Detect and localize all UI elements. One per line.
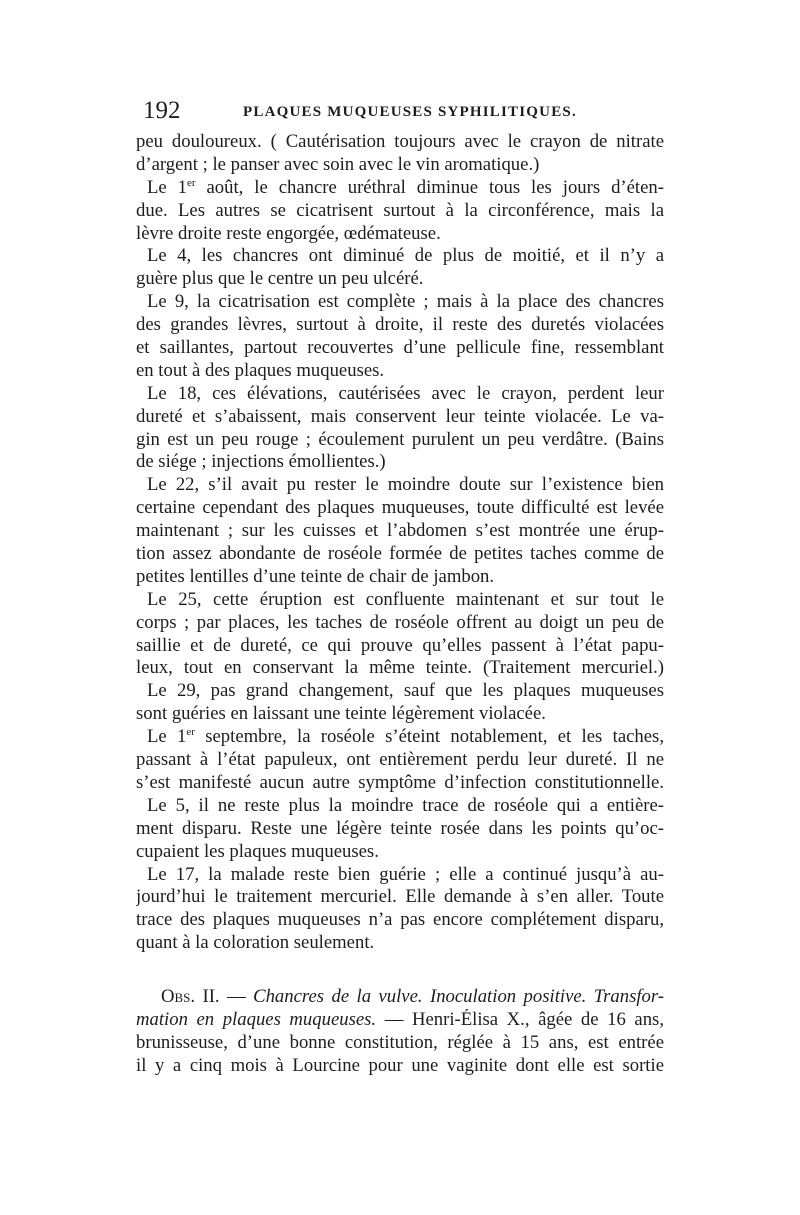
text-line: guère plus que le centre un peu ulcéré.: [136, 268, 424, 290]
text-line: certaine cependant des plaques muqueuses, toute difficulté est levée: [136, 497, 664, 519]
observation-title-part-1: Chancres de la vulve. Inoculation positive. Transfor-: [253, 986, 664, 1008]
text-line: s’est manifesté aucun autre symptôme d’infection constitutionnelle.: [136, 771, 664, 793]
ordinal-superscript: er: [187, 176, 196, 189]
text-line: saillie et de dureté, ce qui prouve qu’elles passent à l’état papu-: [136, 634, 664, 656]
text-line: [136, 177, 664, 200]
text-line: [136, 726, 664, 749]
text-line: Le 4, les chancres ont diminué de plus de moitié, et il n’y a: [147, 245, 664, 267]
text-line-start: Le 1: [147, 176, 187, 198]
text-line: leux, tout en conservant la même teinte. (Traitement mercuriel.): [136, 657, 664, 679]
text-line: sont guéries en laissant une teinte légèrement violacée.: [136, 703, 546, 725]
page-number: 192: [143, 97, 181, 124]
text-line: quant à la coloration seulement.: [136, 932, 375, 954]
text-line: Le 18, ces élévations, cautérisées avec le crayon, perdent leur: [147, 382, 664, 404]
text-line: peu douloureux. ( Cautérisation toujours avec le crayon de nitrate: [136, 131, 664, 152]
text-line: cupaient les plaques muqueuses.: [136, 840, 379, 862]
text-line: dureté et s’abaissent, mais conservent leur teinte violacée. Le va-: [136, 405, 664, 427]
observation-heading-line: [136, 986, 664, 1009]
text-line: tion assez abondante de roséole formée de petites taches comme de: [136, 543, 664, 565]
text-line: Le 29, pas grand changement, sauf que les plaques muqueuses: [147, 680, 664, 702]
text-line: gin est un peu rouge ; écoulement purulent un peu verdâtre. (Bains: [136, 428, 664, 450]
text-line: Le 9, la cicatrisation est complète ; mais à la place des chancres: [147, 291, 664, 313]
observation-line-3: brunisseuse, d’une bonne constitution, réglée à 15 ans, est entrée: [136, 1031, 664, 1053]
text-line-start: Le 1: [147, 726, 187, 748]
running-head: PLAQUES MUQUEUSES SYPHILITIQUES.: [243, 104, 577, 120]
observation-dash: —: [219, 986, 254, 1008]
text-line: corps ; par places, les taches de roséole offrent au doigt un peu de: [136, 611, 664, 633]
text-line: Le 17, la malade reste bien guérie ; elle a continué jusqu’à au-: [147, 863, 664, 885]
text-line-rest: août, le chancre uréthral diminue tous les jours d’éten-: [195, 176, 664, 198]
text-line: d’argent ; le panser avec soin avec le vin aromatique.): [136, 153, 540, 175]
text-line: et saillantes, partout recouvertes d’une pellicule fine, ressemblant: [136, 337, 664, 359]
text-line: ment disparu. Reste une légère teinte rosée dans les points qu’oc-: [136, 817, 664, 839]
text-line: trace des plaques muqueuses n’a pas encore complétement disparu,: [136, 909, 664, 931]
section-spacer: [136, 955, 664, 986]
text-line: de siége ; injections émollientes.): [136, 451, 386, 473]
observation-line-4: il y a cinq mois à Lourcine pour une vaginite dont elle est sortie: [136, 1054, 664, 1076]
text-line: Le 25, cette éruption est confluente maintenant et sur tout le: [147, 588, 664, 610]
observation-title-part-2: mation en plaques muqueuses.: [136, 1008, 377, 1030]
paragraph-lines: [136, 131, 664, 955]
text-line: maintenant ; sur les cuisses et l’abdomen s’est montrée une érup-: [136, 520, 664, 542]
text-line: Le 22, s’il avait pu rester le moindre doute sur l’existence bien: [147, 474, 664, 496]
ordinal-superscript: er: [186, 726, 195, 738]
text-line-rest: septembre, la roséole s’éteint notablement, et les taches,: [194, 726, 664, 748]
observation-title-line: [136, 1009, 664, 1032]
text-line: passant à l’état papuleux, ont entièrement perdu leur dureté. Il ne: [136, 749, 664, 771]
text-line: des grandes lèvres, surtout à droite, il reste des duretés violacées: [136, 314, 664, 336]
text-line: due. Les autres se cicatrisent surtout à la circonférence, mais la: [136, 199, 664, 221]
text-line: petites lentilles d’une teinte de chair de jambon.: [136, 565, 495, 587]
observation-patient-intro: — Henri-Élisa X., âgée de 16 ans,: [376, 1008, 664, 1030]
text-line: jourd’hui le traitement mercuriel. Elle demande à s’en aller. Toute: [136, 886, 664, 908]
observation-label: Obs. II.: [161, 986, 220, 1008]
text-line: en tout à des plaques muqueuses.: [136, 359, 385, 381]
text-line: lèvre droite reste engorgée, œdémateuse.: [136, 222, 441, 244]
body-text: [136, 131, 664, 1078]
page-header: [143, 96, 665, 126]
text-line: Le 5, il ne reste plus la moindre trace de roséole qui a entière-: [147, 794, 664, 816]
